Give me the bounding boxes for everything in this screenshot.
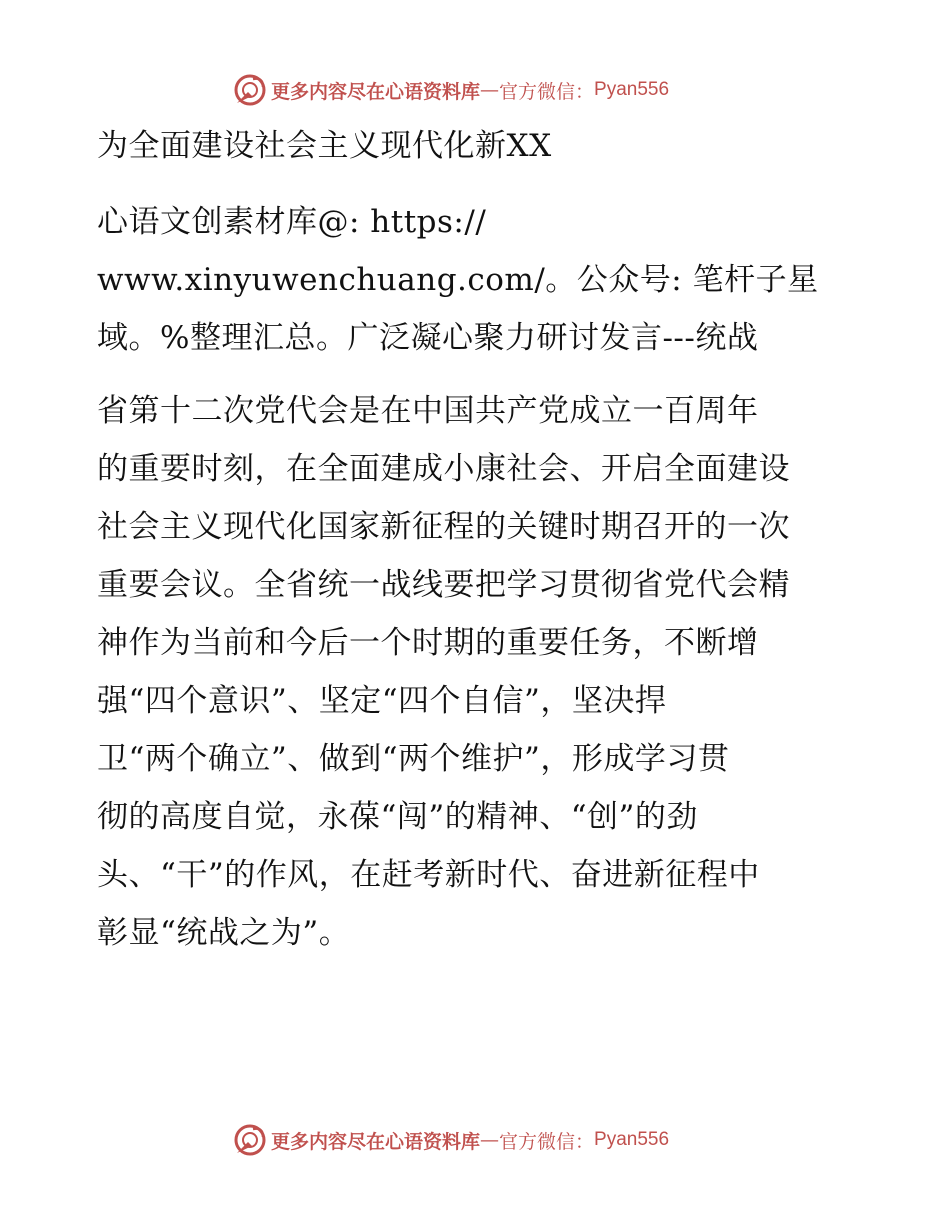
body-line-8: 彻的高度自觉，永葆“闯”的精神、“创”的劲 (97, 799, 698, 835)
source-line-1: 心语文创素材库@: https:// (97, 204, 487, 240)
header-banner (233, 72, 669, 108)
source-line-2: www.xinyuwenchuang.com/。公众号: 笔杆子星 (97, 262, 819, 298)
body-line-1: 省第十二次党代会是在中国共产党成立一百周年 (97, 393, 759, 429)
body-line-6: 强“四个意识”、坚定“四个自信”，坚决捍 (97, 683, 667, 719)
pen-logo-icon (233, 73, 267, 107)
body-line-4: 重要会议。全省统一战线要把学习贯彻省党代会精 (97, 567, 790, 603)
footer-wechat-id: Pyan556 (594, 1129, 670, 1150)
pen-logo-icon (233, 1123, 267, 1157)
footer-wechat-label: 官方微信： (499, 1130, 595, 1153)
body-line-5: 神作为当前和今后一个时期的重要任务，不断增 (97, 625, 759, 661)
footer-banner-separator: — (480, 1129, 500, 1151)
body-line-10: 彰显“统战之为”。 (97, 915, 351, 951)
source-line-3: 域。%整理汇总。广泛凝心聚力研讨发言---统战 (97, 320, 759, 356)
body-line-7: 卫“两个确立”、做到“两个维护”，形成学习贯 (97, 741, 730, 777)
footer-banner-text: 更多内容尽在心语资料库 (271, 1130, 481, 1153)
header-banner-text: 更多内容尽在心语资料库 (271, 80, 481, 103)
header-banner-separator: — (480, 79, 500, 101)
body-line-3: 社会主义现代化国家新征程的关键时期召开的一次 (97, 509, 790, 545)
footer-banner (233, 1122, 669, 1158)
header-wechat-id: Pyan556 (594, 79, 670, 100)
body-line-2: 的重要时刻，在全面建成小康社会、开启全面建设 (97, 451, 790, 487)
header-wechat-label: 官方微信： (499, 80, 595, 103)
body-line-9: 头、“干”的作风，在赶考新时代、奋进新征程中 (97, 857, 760, 893)
document-title: 为全面建设社会主义现代化新XX (97, 128, 552, 164)
